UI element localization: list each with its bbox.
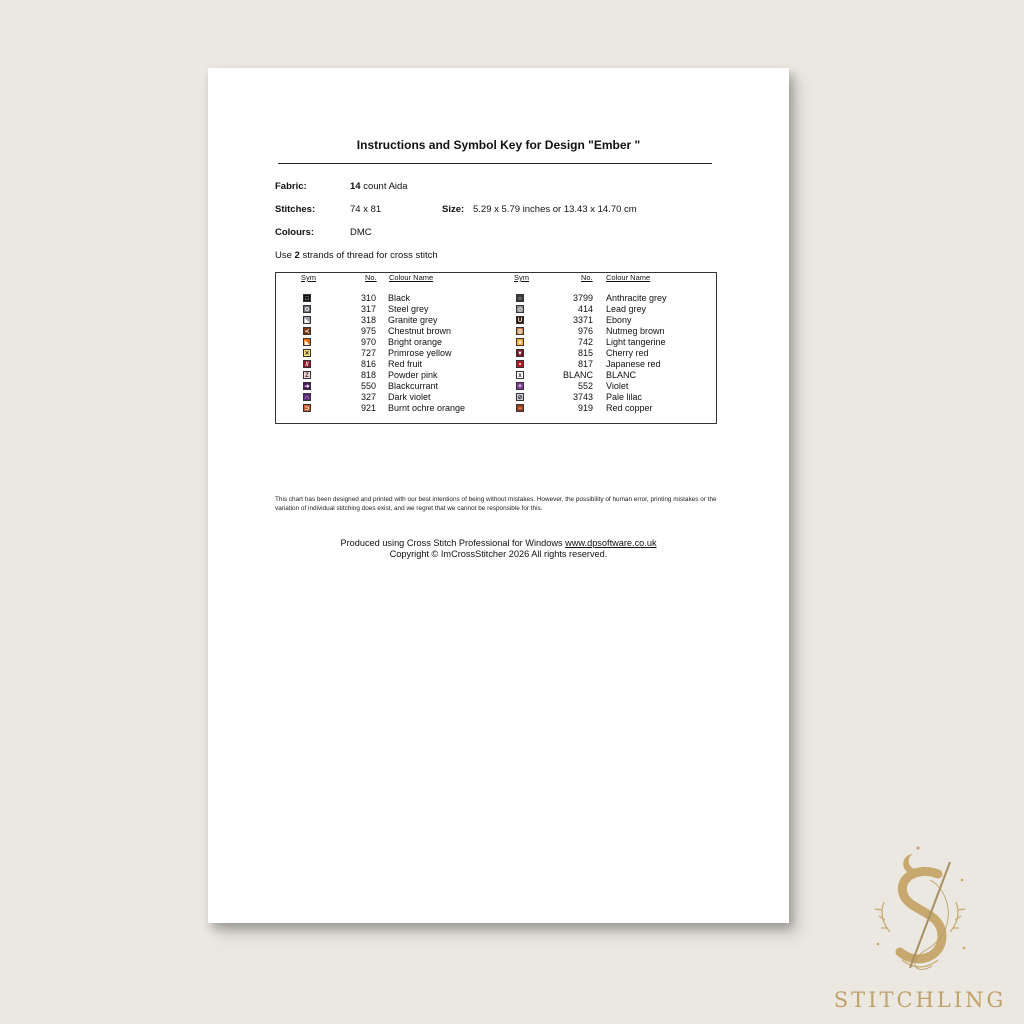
- stitch-symbol-icon: ≺: [304, 329, 310, 335]
- dmc-number: 318: [360, 315, 376, 325]
- stitch-symbol-icon: ◇: [517, 307, 523, 313]
- key-row: [276, 348, 716, 359]
- dmc-number: 3743: [572, 392, 593, 402]
- dmc-number: 3799: [572, 293, 593, 303]
- stitch-symbol-icon: Z: [303, 371, 311, 379]
- header-no-left: No.: [365, 273, 377, 282]
- colours-label: Colours:: [275, 227, 315, 238]
- colour-name: Anthracite grey: [606, 293, 667, 303]
- colour-name: Violet: [606, 381, 629, 391]
- fabric-count: 14: [350, 181, 361, 192]
- disclaimer-text: This chart has been designed and printed with our best intentions of being without mistakes. However, the possibility of human error, printing mistakes or the variation of individual stitching does exist, and we regret that we cannot be responsible for this.: [275, 496, 717, 512]
- dpsoftware-link[interactable]: www.dpsoftware.co.uk: [565, 538, 657, 548]
- stitch-symbol-icon: ⊘: [517, 395, 523, 401]
- colour-name: Steel grey: [388, 304, 429, 314]
- key-row: [276, 326, 716, 337]
- fabric-row: [275, 181, 307, 192]
- dmc-number: 921: [360, 403, 376, 413]
- stitch-symbol-icon: •: [516, 360, 524, 368]
- colour-name: Blackcurrant: [388, 381, 439, 391]
- dmc-number: 414: [577, 304, 593, 314]
- key-row: [276, 337, 716, 348]
- colour-name: Powder pink: [388, 370, 438, 380]
- stitch-symbol-icon: □: [303, 294, 311, 302]
- dmc-number: 3371: [572, 315, 593, 325]
- stitch-symbol-icon: x: [516, 371, 524, 379]
- dmc-number: 815: [577, 348, 593, 358]
- colour-name: Ebony: [606, 315, 632, 325]
- dmc-number: 742: [577, 337, 593, 347]
- fabric-value: [350, 181, 408, 192]
- colour-name: Granite grey: [388, 315, 438, 325]
- key-row: [276, 403, 716, 414]
- stitch-symbol-icon: ⊃: [304, 406, 310, 412]
- fabric-label: Fabric:: [275, 181, 307, 192]
- produced-text: Produced using Cross Stitch Professional for Windows: [340, 538, 563, 548]
- dmc-number: 552: [577, 381, 593, 391]
- key-row: [276, 293, 716, 304]
- dmc-number: 727: [360, 348, 376, 358]
- strands-count: 2: [294, 250, 300, 261]
- dmc-number: 816: [360, 359, 376, 369]
- colours-row: [275, 227, 314, 238]
- colour-name: Japanese red: [606, 359, 661, 369]
- colour-name: Primrose yellow: [388, 348, 452, 358]
- stitch-symbol-icon: //: [303, 360, 311, 368]
- produced-by: [208, 538, 789, 560]
- strands-instruction: Use 2 strands of thread for cross stitch: [275, 250, 438, 261]
- key-row: [276, 392, 716, 403]
- copyright-text: Copyright © ImCrossStitcher 2026 All rights reserved.: [389, 549, 608, 559]
- stitch-symbol-icon: +: [516, 382, 524, 390]
- colour-name: Light tangerine: [606, 337, 666, 347]
- dmc-number: 817: [577, 359, 593, 369]
- dmc-number: 310: [360, 293, 376, 303]
- key-row: [276, 304, 716, 315]
- dmc-number: 317: [360, 304, 376, 314]
- colour-name: Red copper: [606, 403, 653, 413]
- fabric-type: count Aida: [363, 181, 408, 192]
- brand-name: STITCHLING: [833, 988, 1007, 1012]
- colours-value: DMC: [350, 227, 372, 238]
- stitches-value: 74 x 81: [350, 204, 382, 215]
- stitches-row: [275, 204, 315, 215]
- size-value: 5.29 x 5.79 inches or 13.43 x 14.70 cm: [473, 204, 637, 215]
- stitch-symbol-icon: −: [516, 404, 524, 412]
- stitch-symbol-icon: ➔: [304, 384, 310, 390]
- page-title: Instructions and Symbol Key for Design "Ember ": [356, 138, 641, 152]
- stitch-symbol-icon: ○: [516, 294, 524, 302]
- dmc-number: 550: [360, 381, 376, 391]
- key-row: [276, 359, 716, 370]
- colour-name: Pale lilac: [606, 392, 643, 402]
- key-row: [276, 370, 716, 381]
- key-row: [276, 381, 716, 392]
- dmc-number: 919: [577, 403, 593, 413]
- header-sym-right: Sym: [514, 273, 529, 282]
- colour-name: Burnt ochre orange: [388, 403, 466, 413]
- title-divider: [278, 163, 712, 164]
- symbol-key-table: [275, 272, 717, 424]
- key-row: [276, 315, 716, 326]
- stitch-symbol-icon: U: [517, 318, 523, 324]
- dmc-number: 818: [360, 370, 376, 380]
- stitch-symbol-icon: ◣: [304, 340, 310, 346]
- stitch-symbol-icon: ∩: [304, 395, 310, 401]
- stitch-symbol-icon: ●: [516, 338, 524, 346]
- colour-name: BLANC: [606, 370, 637, 380]
- dmc-number: BLANC: [562, 370, 593, 380]
- dmc-number: 976: [577, 326, 593, 336]
- dmc-number: 327: [360, 392, 376, 402]
- colour-name: Chestnut brown: [388, 326, 452, 336]
- dmc-number: 970: [360, 337, 376, 347]
- size-label: Size:: [442, 204, 465, 215]
- header-sym-left: Sym: [301, 273, 316, 282]
- header-name-left: Colour Name: [389, 273, 434, 282]
- dmc-number: 975: [360, 326, 376, 336]
- colour-name: Bright orange: [388, 337, 443, 347]
- header-no-right: No.: [581, 273, 593, 282]
- stitch-symbol-icon: ◣: [304, 318, 310, 324]
- stitches-label: Stitches:: [275, 204, 316, 215]
- instruction-page: [208, 68, 789, 923]
- colour-name: Black: [388, 293, 411, 303]
- colour-name: Lead grey: [606, 304, 647, 314]
- colour-name: Cherry red: [606, 348, 649, 358]
- colour-name: Red fruit: [388, 359, 423, 369]
- colour-name: Nutmeg brown: [606, 326, 665, 336]
- stitch-symbol-icon: ◎: [517, 329, 523, 335]
- colour-name: Dark violet: [388, 392, 431, 402]
- stitch-symbol-icon: ▼: [517, 351, 523, 357]
- header-name-right: Colour Name: [606, 273, 651, 282]
- stitch-symbol-icon: ✕: [304, 351, 310, 357]
- stitch-symbol-icon: ⊙: [304, 307, 310, 313]
